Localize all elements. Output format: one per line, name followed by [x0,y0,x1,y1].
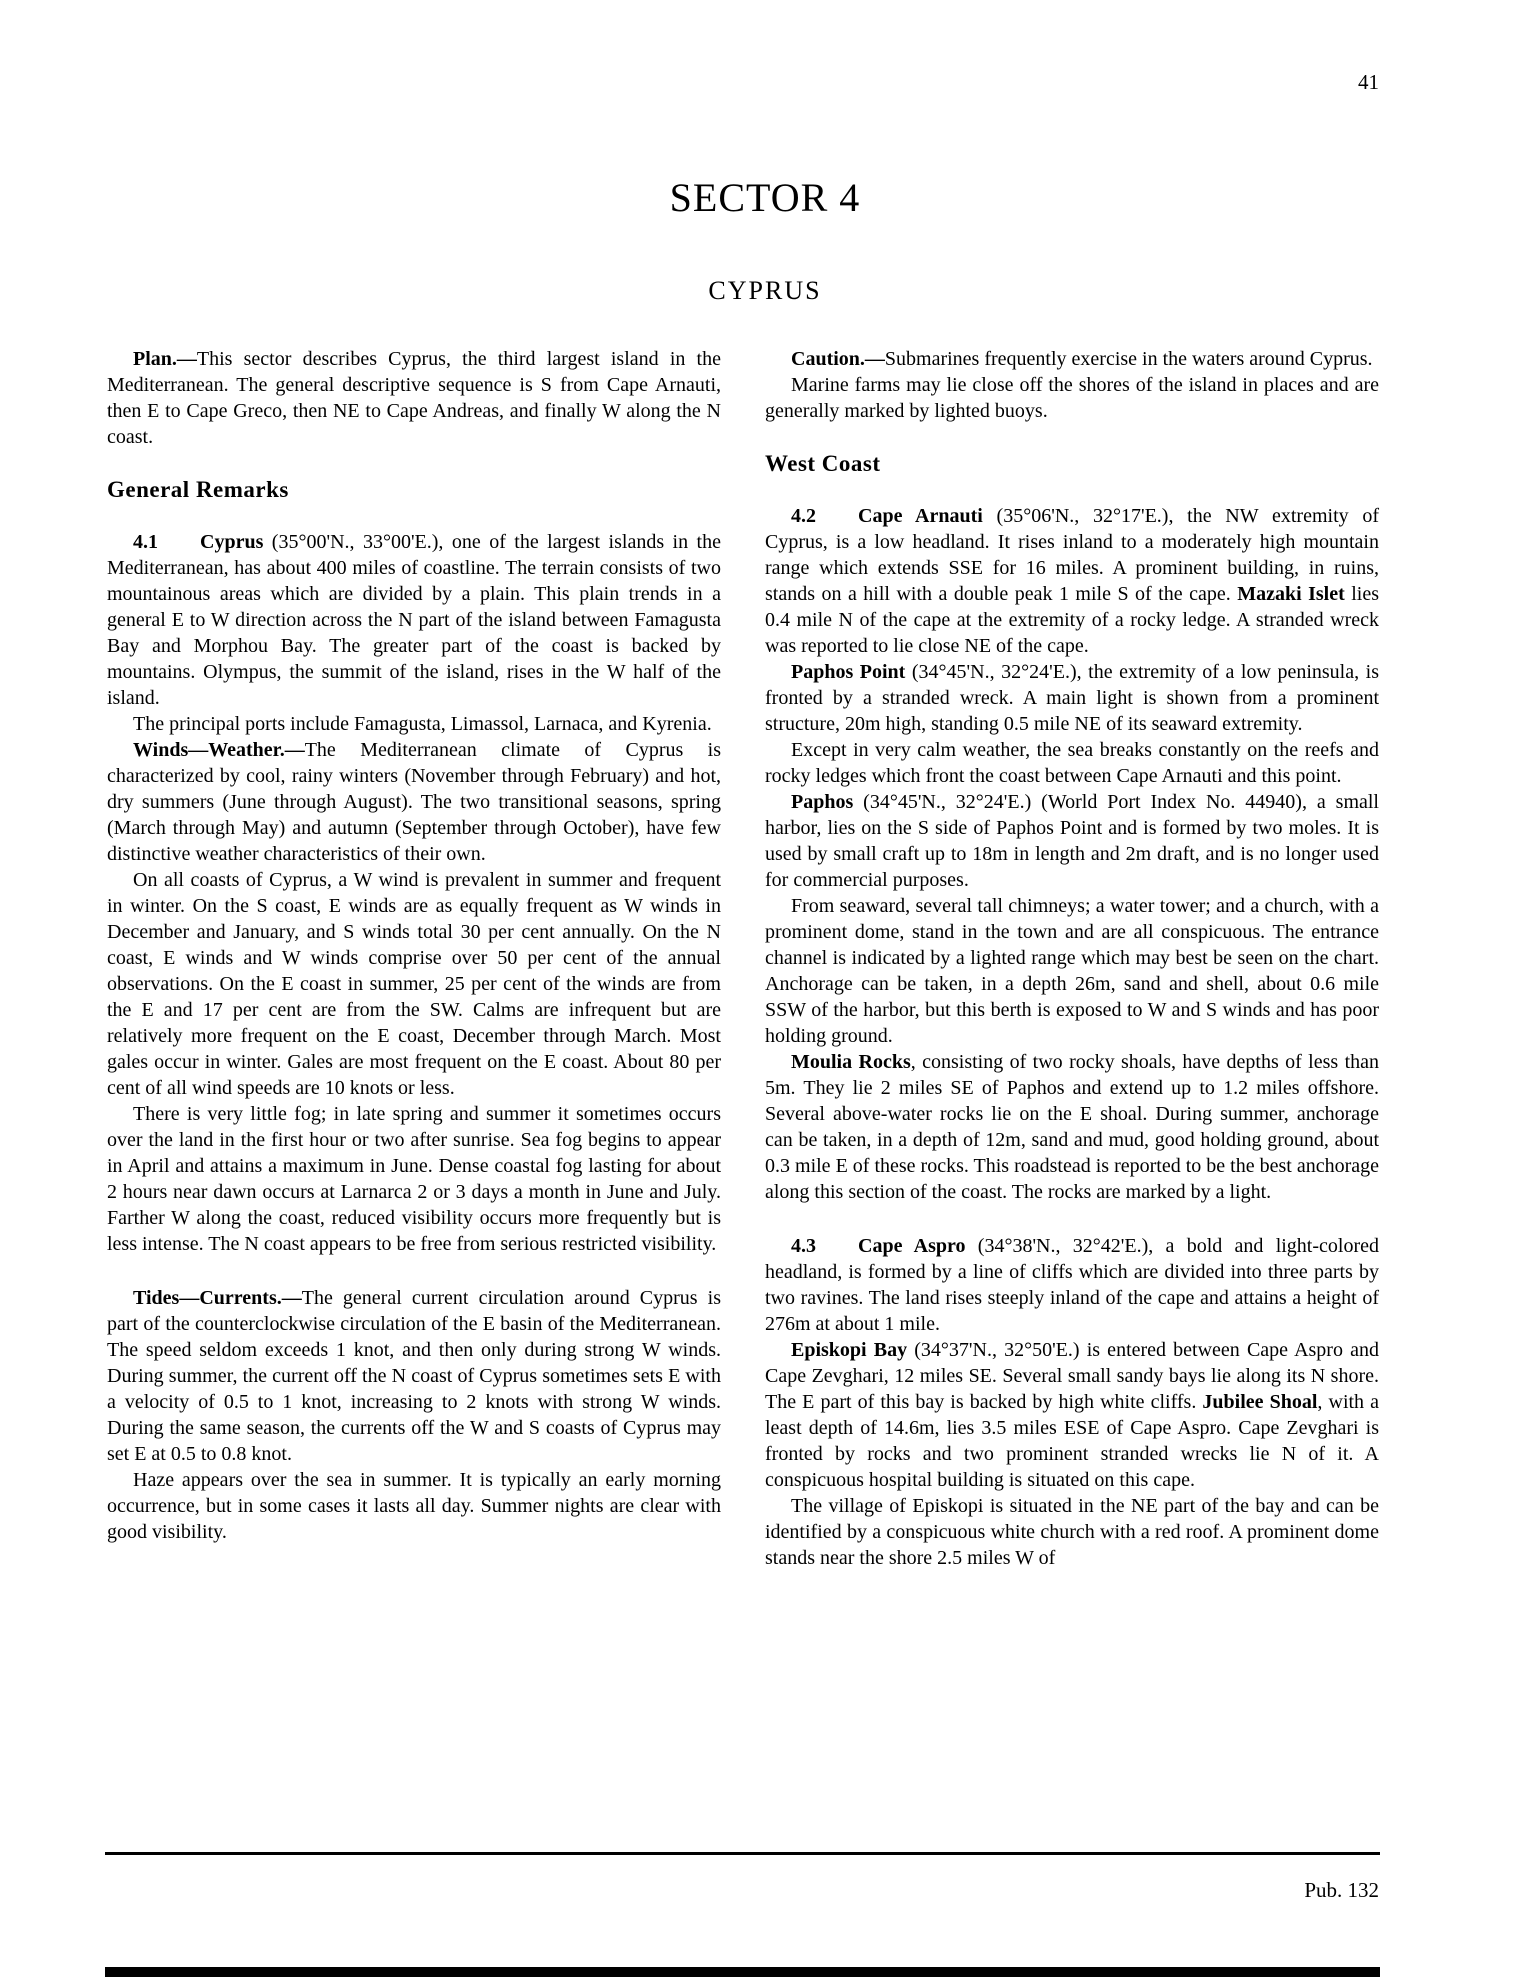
paragraph [765,659,1379,737]
text-segment: (34°45'N., 32°24'E.) (World Port Index No. 44940), a small harbor, lies on the S side of Paphos Point and is formed by two moles. It is used by small craft up to 18m in length and 2m draft, and is no longer used for commercial purposes. [765,791,1379,891]
bold-text-segment: 4.2 [791,505,816,527]
text-segment: lies 0.4 mile N of the cape at the extremity of a rocky ledge. A stranded wreck was reported to lie close NE of the cape. [765,583,1380,657]
text-segment: (35°00'N., 33°00'E.), one of the largest islands in the Mediterranean, has about 400 miles of coastline. The terrain consists of two mountainous areas which are divided by a plain. This plain trends in a general E to W direction across the N part of the island between Famagusta Bay and Morphou Bay. The greater part of the coast is backed by mountains. Olympus, the summit of the island, rises in the W half of the island. [107,531,721,709]
right-column [765,346,1379,1571]
paragraph [107,346,721,450]
text-segment: The Mediterranean climate of Cyprus is characterized by cool, rainy winters (November through February) and hot, dry summers (June through August). The two transitional seasons, spring (March through May) and autumn (September through October), have few distinctive weather characteristics of their own. [107,739,721,865]
bold-text-segment: 4.3 [791,1235,816,1257]
text-segment: (34°45'N., 32°24'E.), the extremity of a low peninsula, is fronted by a stranded wreck. A main light is shown from a prominent structure, 20m high, standing 0.5 mile NE of its seaward extremity. [765,661,1379,735]
page-bottom-bar [105,1967,1380,1977]
section-heading: West Coast [765,451,881,476]
text-segment: (35°06'N., 32°17'E.), the NW extremity of Cyprus, is a low headland. It rises inland to a moderately high mountain range which extends SSE for 16 miles. A prominent building, in ruins, stands on a hill with a double peak 1 mile S of the cape. [765,505,1379,605]
text-segment: There is very little fog; in late spring and summer it sometimes occurs over the land in the first hour or two after sunrise. Sea fog begins to appear in April and attains a maximum in June. Dense coastal fog lasting for about 2 hours near dawn occurs at Larnarca 2 or 3 days a month in June and July. Farther W along the coast, reduced visibility occurs more frequently but is less intense. The N coast appears to be free from serious restricted visibility. [107,1103,721,1255]
text-segment: On all coasts of Cyprus, a W wind is prevalent in summer and frequent in winter. On the S coast, E winds are as equally frequent as W winds in December and January, and S winds total 30 per cent annually. On the N coast, E winds and W winds comprise over 50 per cent of the annual observations. On the E coast in summer, 25 per cent of the winds are from the E and 17 per cent are from the SW. Calms are infrequent but are relatively more frequent on the E coast, December through March. Most gales occur in winter. Gales are most frequent on the E coast. About 80 per cent of all wind speeds are 10 knots or less. [107,869,721,1099]
paragraph [765,346,1379,372]
text-segment: The village of Episkopi is situated in the NE part of the bay and can be identified by a conspicuous white church with a red roof. A prominent dome stands near the shore 2.5 miles W of [765,1495,1379,1569]
page-number: 41 [1358,70,1379,94]
text-segment: (34°37'N., 32°50'E.) is entered between Cape Aspro and Cape Zevghari, 12 miles SE. Several small sandy bays lie along its N shore. The E part of this bay is backed by high white cliffs. [765,1339,1379,1413]
text-segment: Haze appears over the sea in summer. It is typically an early morning occurrence, but in some cases it lasts all day. Summer nights are clear with good visibility. [107,1469,721,1543]
paragraph [107,1101,721,1257]
paragraph [765,1337,1379,1493]
text-segment: (34°38'N., 32°42'E.), a bold and light-colored headland, is formed by a line of cliffs which are divided into three parts by two ravines. The land rises steeply inland of the cape and attains a height of 276m at about 1 mile. [765,1235,1379,1335]
bold-text-segment: 4.1 [133,531,158,553]
bold-text-segment: Plan.— [133,348,197,370]
text-segment: The principal ports include Famagusta, Limassol, Larnaca, and Kyrenia. [133,713,712,735]
bold-text-segment: Tides—Currents.— [133,1287,302,1309]
paragraph [765,1233,1379,1337]
paragraph [107,737,721,867]
text-segment: From seaward, several tall chimneys; a water tower; and a church, with a prominent dome, stand in the town and are all conspicuous. The entrance channel is indicated by a lighted range which may best be seen on the chart. Anchorage can be taken, in a depth 26m, sand and shell, about 0.6 mile SSW of the harbor, but this berth is exposed to W and S winds and has poor holding ground. [765,895,1379,1047]
paragraph [107,711,721,737]
text-segment: , consisting of two rocky shoals, have depths of less than 5m. They lie 2 miles SE of Paphos and extend up to 1.2 miles offshore. Several above-water rocks lie on the E shoal. During summer, anchorage can be taken, in a depth of 12m, sand and mud, good holding ground, about 0.3 mile E of these rocks. This roadstead is reported to be the best anchorage along this section of the coast. The rocks are marked by a light. [765,1051,1380,1203]
bold-text-segment: Cape Aspro [858,1235,966,1257]
paragraph [765,372,1379,424]
paragraph [765,1493,1379,1571]
paragraph [765,737,1379,789]
paragraph [765,789,1379,893]
bold-text-segment: Jubilee Shoal [1202,1391,1318,1413]
paragraph [107,1467,721,1545]
footer-rule [105,1852,1380,1855]
text-segment: The general current circulation around Cyprus is part of the counterclockwise circulation of the E basin of the Mediterranean. The speed seldom exceeds 1 knot, and then only during strong W winds. During summer, the current off the N coast of Cyprus sometimes sets E with a velocity of 0.5 to 1 knot, increasing to 2 knots with strong W winds. During the same season, the currents off the W and S coasts of Cyprus may set E at 0.5 to 0.8 knot. [107,1287,721,1465]
paragraph [107,867,721,1101]
paragraph [107,529,721,711]
paragraph [765,503,1379,659]
text-segment: Marine farms may lie close off the shores of the island in places and are generally marked by lighted buoys. [765,374,1379,422]
two-column-content [107,346,1379,1571]
text-segment: Submarines frequently exercise in the waters around Cyprus. [884,348,1373,370]
bold-text-segment: Cyprus [200,531,264,553]
text-segment: This sector describes Cyprus, the third largest island in the Mediterranean. The general descriptive sequence is S from Cape Arnauti, then E to Cape Greco, then NE to Cape Andreas, and finally W along the N coast. [107,348,721,448]
bold-text-segment: Mazaki Islet [1237,583,1345,605]
paragraph [765,893,1379,1049]
bold-text-segment: Caution.— [791,348,885,370]
bold-text-segment: Cape Arnauti [858,505,983,527]
publication-number: Pub. 132 [1304,1878,1379,1902]
text-segment: , with a least depth of 14.6m, lies 3.5 miles ESE of Cape Aspro. Cape Zevghari is fronted by rocks and two prominent stranded wrecks lie N of it. A conspicuous hospital building is situated on this cape. [765,1391,1380,1491]
section-heading: General Remarks [107,477,289,502]
text-segment: Except in very calm weather, the sea breaks constantly on the reefs and rocky ledges which front the coast between Cape Arnauti and this point. [765,739,1379,787]
bold-text-segment: Moulia Rocks [791,1051,911,1073]
bold-text-segment: Episkopi Bay [791,1339,908,1361]
bold-text-segment: Winds—Weather.— [133,739,305,761]
left-column [107,346,721,1571]
paragraph [107,1285,721,1467]
sector-subtitle: CYPRUS [708,276,822,305]
sector-title: SECTOR 4 [669,175,861,220]
bold-text-segment: Paphos Point [791,661,906,683]
paragraph [765,1049,1379,1205]
bold-text-segment: Paphos [791,791,854,813]
